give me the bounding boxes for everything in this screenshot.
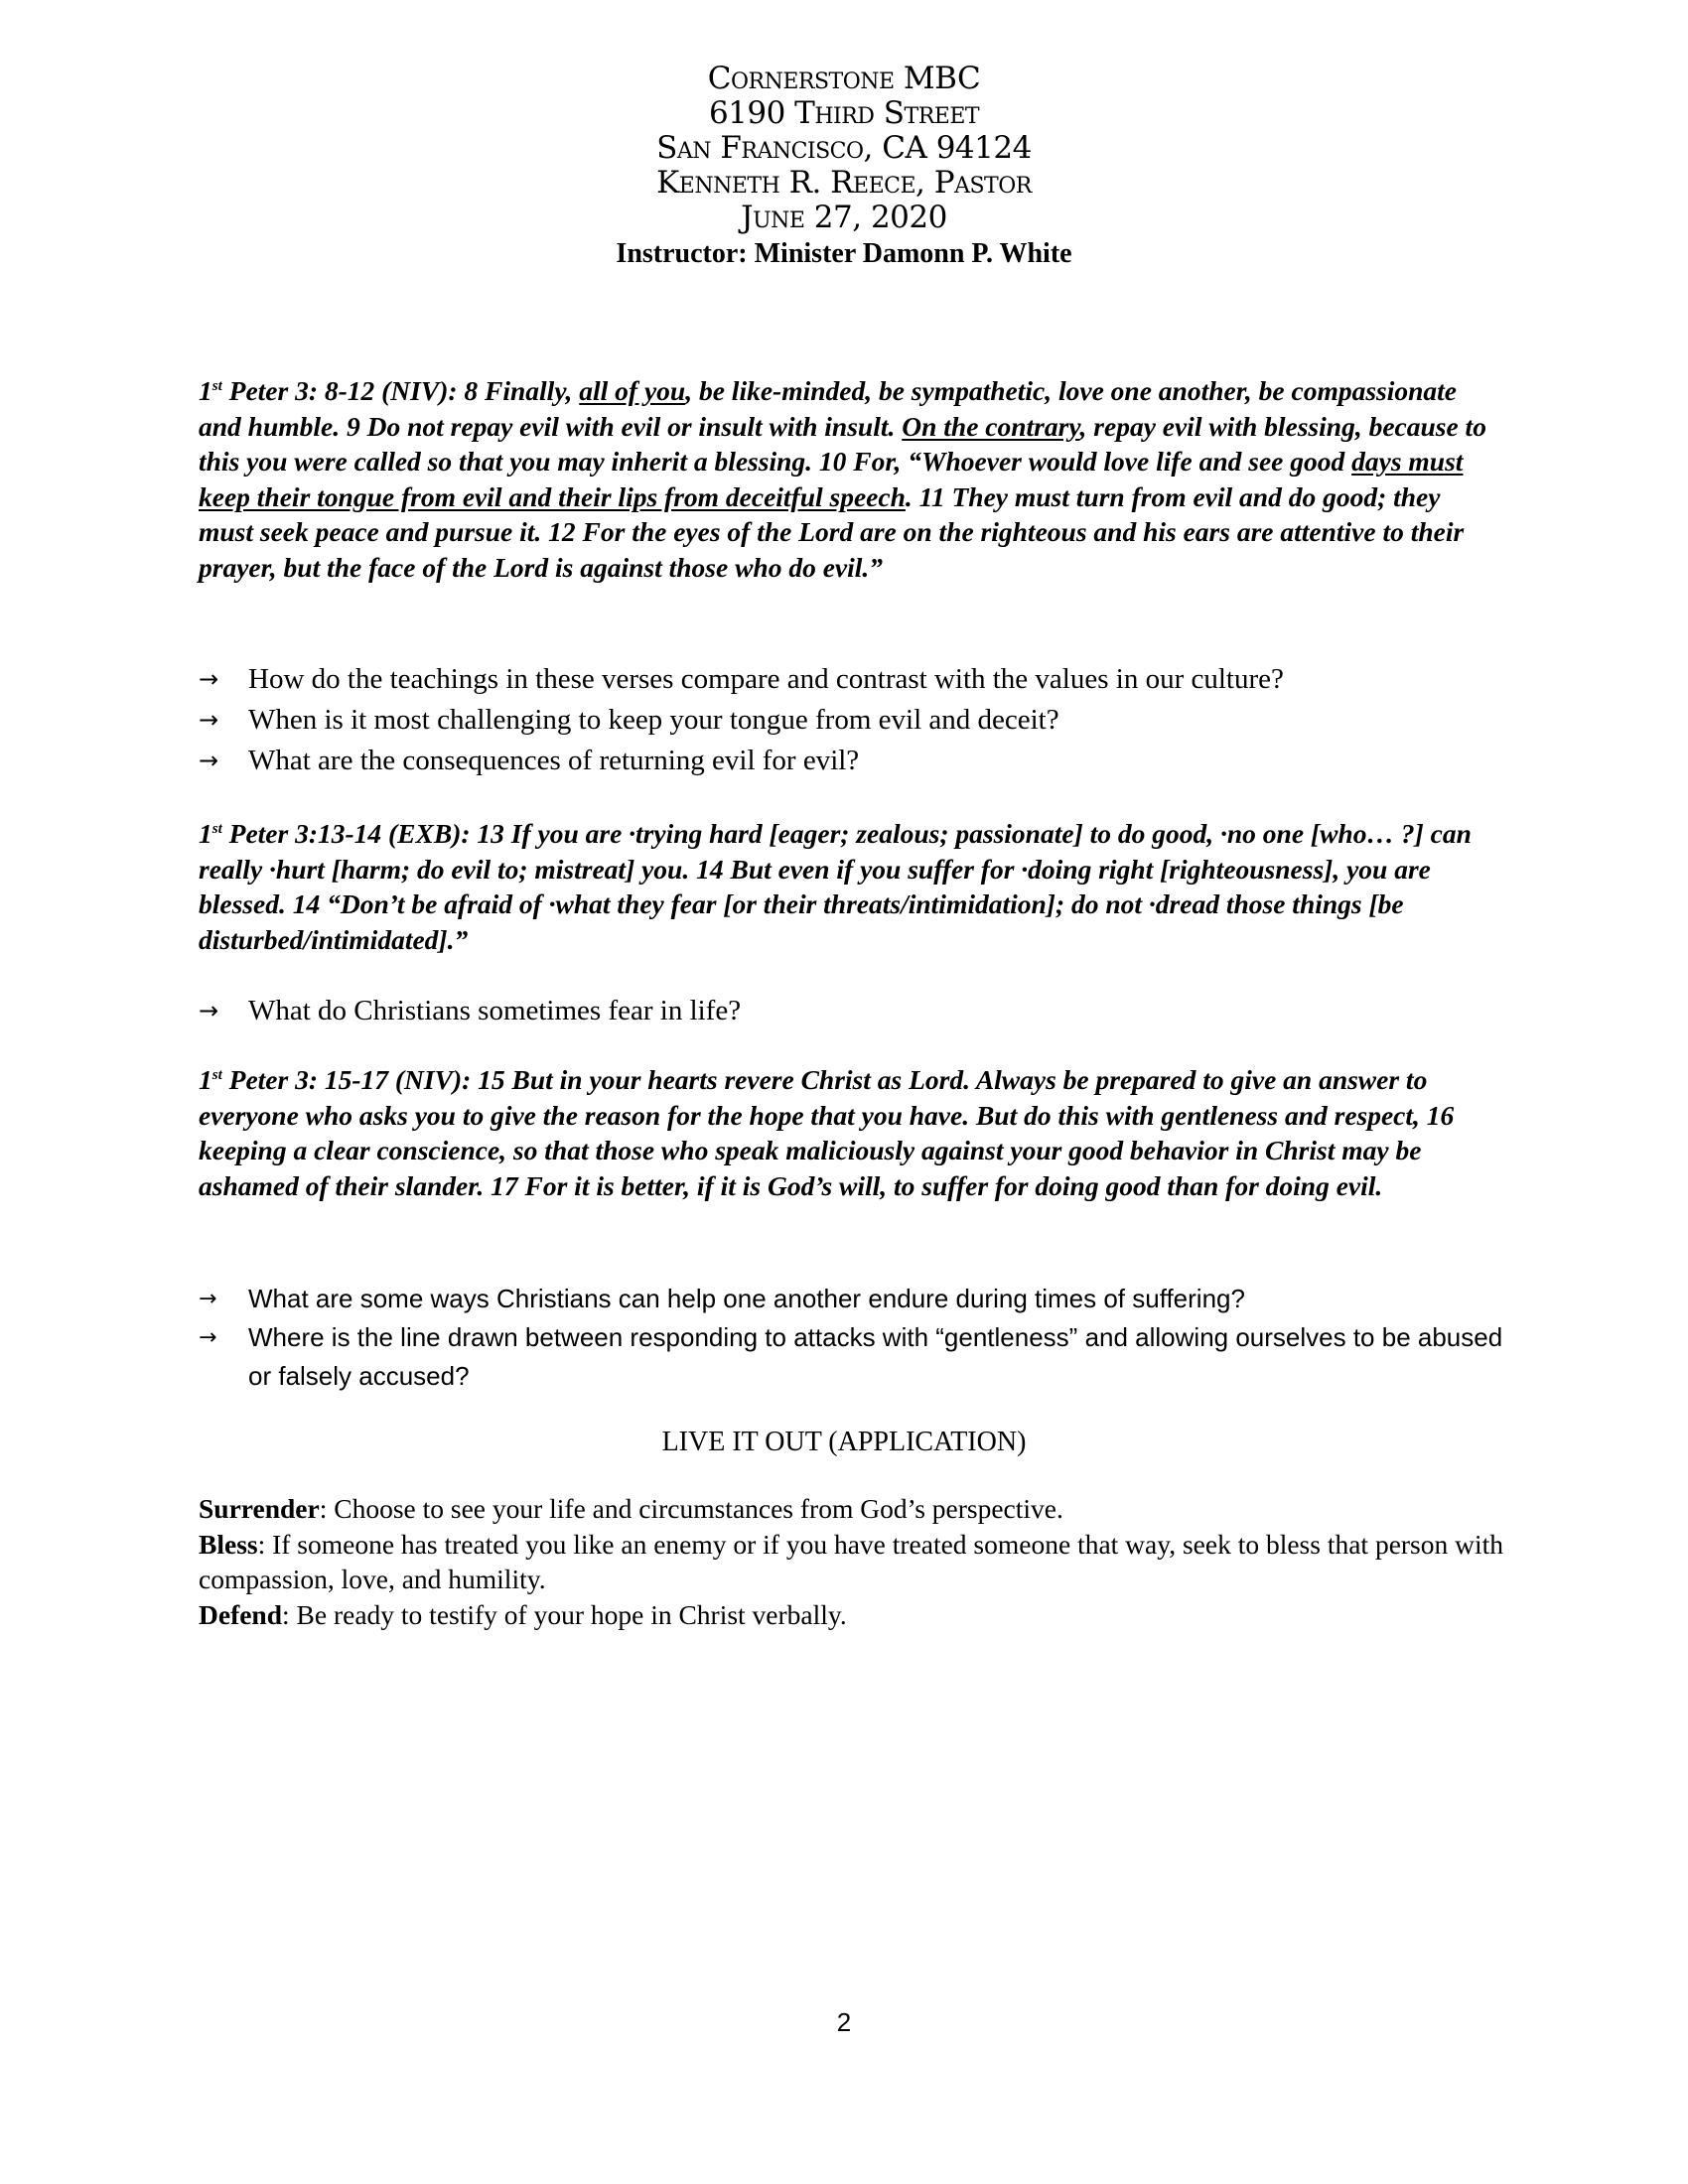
application-term: Surrender [199, 1493, 320, 1524]
application-item-bless [199, 1527, 1509, 1597]
application-text: Choose to see your life and circumstances from God’s perspective. [334, 1493, 1063, 1524]
question-item [199, 991, 1509, 1031]
question-text: What are the consequences of returning evil for evil? [248, 745, 860, 776]
application-heading: LIVE IT OUT (APPLICATION) [661, 1427, 1027, 1457]
application-text: If someone has treated you like an enemy or if you have treated someone that way, seek to bless that person with compassion, love, and humility. [199, 1528, 1504, 1594]
ordinal: 1 [199, 818, 212, 849]
application-text: Be ready to testify of your hope in Christ verbally. [296, 1598, 847, 1630]
separator: : [319, 1493, 335, 1524]
question-text: How do the teachings in these verses compare and contrast with the values in our culture? [248, 663, 1284, 695]
passage-text: Peter 3: 15-17 (NIV): 15 But in your hearts revere Christ as Lord. Always be prepared to give an answer to everyone who asks you to give the reason for the hope that you have. But do this with gentleness and respect, 16 keeping a clear conscience, so that those who speak maliciously against your good behavior in Christ may be ashamed of their slander. 17 For it is better, if it is God’s will, to suffer for doing good than for doing evil. [199, 1064, 1455, 1201]
arrow-icon: → [199, 1325, 217, 1350]
underlined-phrase: all of you [579, 375, 686, 406]
application-item-surrender [199, 1491, 1509, 1527]
discussion-questions-2 [199, 991, 1509, 1031]
arrow-icon: → [199, 747, 219, 774]
application-item-defend [199, 1597, 1509, 1633]
question-item [199, 741, 1509, 781]
church-street: 6190 Third Street [708, 95, 980, 131]
ordinal-suffix: st [211, 377, 222, 394]
question-item [199, 700, 1509, 741]
application-term: Bless [199, 1528, 258, 1560]
passage-text: . 11 They must turn from evil and do good; they must seek peace and pursue it. 12 For the eyes of the Lord are on the righteous and his ears are attentive to their prayer, but the face of the Lord is against those who do evil.” [199, 480, 1465, 583]
question-text: Where is the line drawn between responding to attacks with “gentleness” and allowing ourselves to be abused or falsely accused? [248, 1322, 1503, 1391]
discussion-questions-1 [199, 659, 1509, 781]
application-term: Defend [199, 1598, 283, 1630]
passage-text: Peter 3:13-14 (EXB): 13 If you are ·trying hard [eager; zealous; passionate] to do good, ·no one [who… ?] can really ·hurt [harm; do evil to; mistreat] you. 14 But even if you suffer for ·doing right [righteousness], you are blessed. 14 “Don’t be afraid of ·what they fear [or their threats/intimidation]; do not ·dread those things [be disturbed/intimidated].” [199, 818, 1472, 955]
church-city: San Francisco, CA 94124 [656, 130, 1032, 166]
lesson-date: June 27, 2020 [741, 200, 947, 235]
question-text: What are some ways Christians can help one another endure during times of suffering? [248, 1284, 1245, 1313]
passage-text: , be like-minded, be sympathetic, love one another, be compassionate and humble. 9 Do not repay evil with evil or insult with insult. [199, 375, 1458, 442]
arrow-icon: → [199, 665, 219, 693]
separator: : [282, 1598, 297, 1630]
underlined-phrase: On the contrary [902, 410, 1080, 442]
arrow-icon: → [199, 1287, 217, 1311]
arrow-icon: → [199, 997, 219, 1024]
question-text: When is it most challenging to keep your tongue from evil and deceit? [248, 704, 1059, 736]
separator: : [257, 1528, 273, 1560]
question-item [199, 1280, 1509, 1318]
ordinal: 1 [199, 375, 212, 406]
church-header [0, 62, 1688, 271]
discussion-questions-3 [199, 1280, 1509, 1396]
scripture-passage-1 [199, 373, 1499, 585]
church-pastor: Kenneth R. Reece, Pastor [656, 165, 1032, 201]
ordinal: 1 [199, 1064, 212, 1095]
ordinal-suffix: st [211, 820, 222, 837]
church-name: Cornerstone MBC [707, 61, 981, 96]
passage-text: Peter 3: 8-12 (NIV): 8 Finally, [221, 375, 580, 406]
instructor-line: Instructor: Minister Damonn P. White [616, 238, 1072, 269]
application-section [199, 1491, 1509, 1632]
question-item [199, 659, 1509, 700]
underlined-phrase: days must keep their tongue from evil and their lips from deceitful speech [199, 446, 1464, 512]
arrow-icon: → [199, 706, 219, 734]
question-item [199, 1318, 1509, 1396]
scripture-passage-3 [199, 1062, 1499, 1203]
scripture-passage-2 [199, 816, 1499, 957]
passage-text: , repay evil with blessing, because to this you were called so that you may inherit a blessing. 10 For, “Whoever would love life and see good [199, 410, 1486, 477]
ordinal-suffix: st [211, 1066, 222, 1083]
page-number: 2 [836, 2007, 852, 2037]
question-text: What do Christians sometimes fear in life? [248, 995, 742, 1026]
